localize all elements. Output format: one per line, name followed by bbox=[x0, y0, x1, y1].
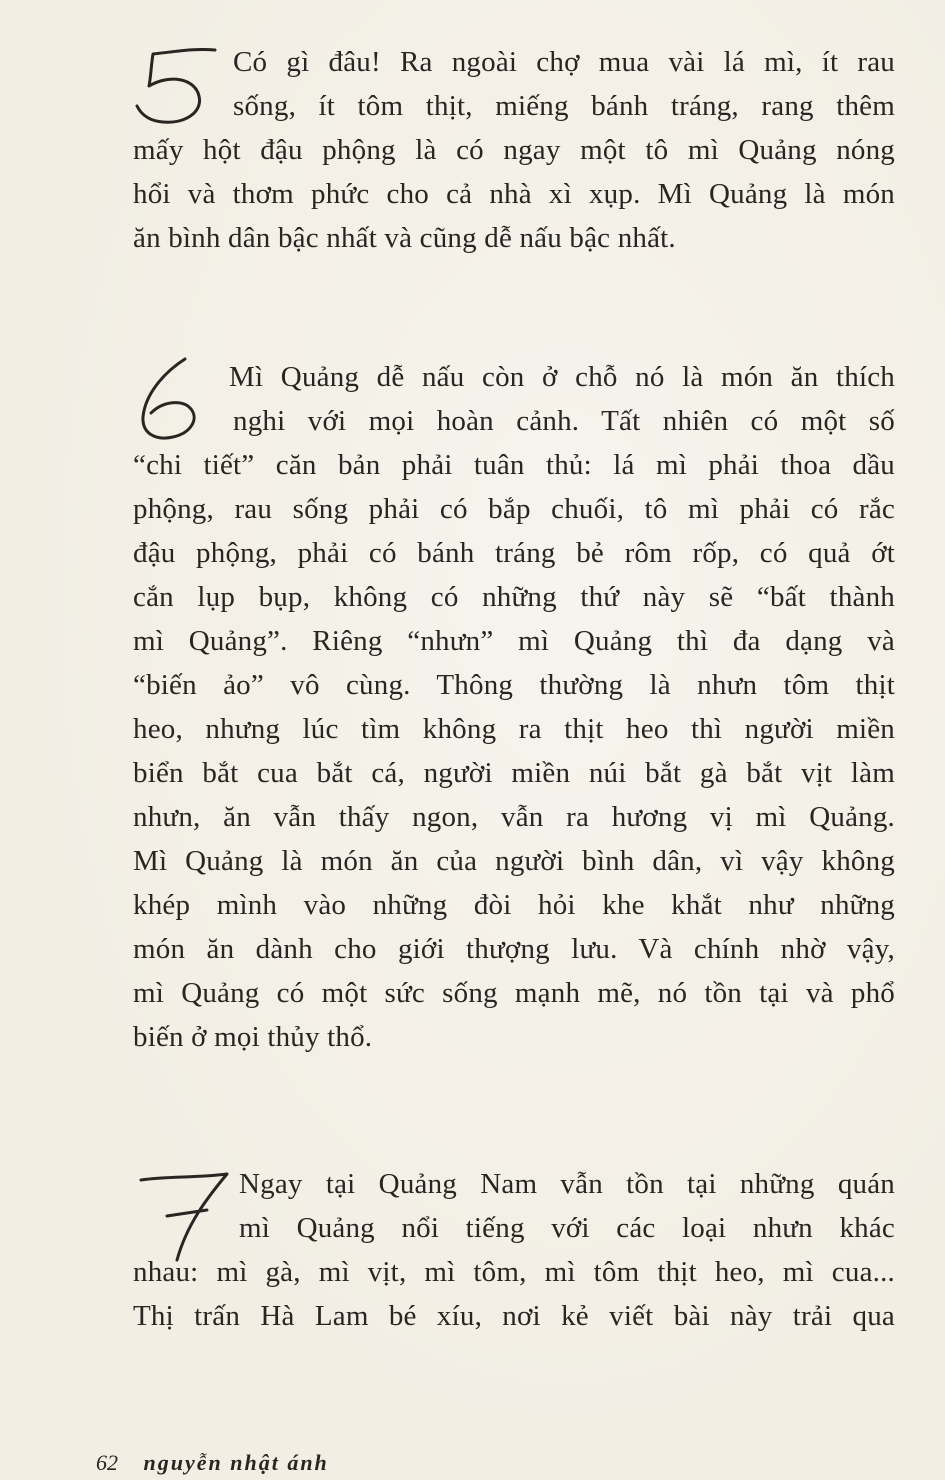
text-line: mì Quảng nổi tiếng với các loại nhưn khác bbox=[239, 1212, 895, 1244]
text-line: Có gì đâu! Ra ngoài chợ mua vài lá mì, ít rau bbox=[233, 46, 895, 78]
text-line: cắn lụp bụp, không có những thứ này sẽ “bất thành bbox=[133, 581, 895, 613]
text-line: biển bắt cua bắt cá, người miền núi bắt gà bắt vịt làm bbox=[133, 757, 895, 789]
text-line: mấy hột đậu phộng là có ngay một tô mì Quảng nóng bbox=[133, 134, 895, 166]
text-line: sống, ít tôm thịt, miếng bánh tráng, rang thêm bbox=[233, 90, 895, 122]
text-line: hổi và thơm phức cho cả nhà xì xụp. Mì Quảng là món bbox=[133, 178, 895, 210]
text-line: món ăn dành cho giới thượng lưu. Và chính nhờ vậy, bbox=[133, 933, 895, 965]
paragraph-5 bbox=[133, 40, 895, 270]
paragraph-6 bbox=[133, 355, 895, 1065]
text-line: Thị trấn Hà Lam bé xíu, nơi kẻ viết bài này trải qua bbox=[133, 1300, 895, 1332]
text-line: mì Quảng có một sức sống mạnh mẽ, nó tồn tại và phổ bbox=[133, 977, 895, 1009]
text-line: nhau: mì gà, mì vịt, mì tôm, mì tôm thịt heo, mì cua... bbox=[133, 1256, 895, 1288]
text-line: nhưn, ăn vẫn thấy ngon, vẫn ra hương vị mì Quảng. bbox=[133, 801, 895, 833]
text-line: Ngay tại Quảng Nam vẫn tồn tại những quán bbox=[239, 1168, 895, 1200]
text-line: Mì Quảng là món ăn của người bình dân, vì vậy không bbox=[133, 845, 895, 877]
drop-numeral-6 bbox=[133, 355, 223, 445]
text-line: biến ở mọi thủy thổ. bbox=[133, 1021, 373, 1053]
text-line: ăn bình dân bậc nhất và cũng dễ nấu bậc nhất. bbox=[133, 222, 676, 254]
text-line: phộng, rau sống phải có bắp chuối, tô mì phải có rắc bbox=[133, 493, 895, 525]
text-line: đậu phộng, phải có bánh tráng bẻ rôm rốp, có quả ớt bbox=[133, 537, 895, 569]
page-number: 62 bbox=[96, 1450, 118, 1475]
paragraph-7 bbox=[133, 1162, 895, 1347]
text-line: Mì Quảng dễ nấu còn ở chỗ nó là món ăn thích bbox=[229, 361, 895, 393]
text-line: heo, nhưng lúc tìm không ra thịt heo thì người miền bbox=[133, 713, 895, 745]
text-line: “chi tiết” căn bản phải tuân thủ: lá mì phải thoa dầu bbox=[133, 449, 895, 481]
page-footer bbox=[96, 1450, 329, 1480]
text-line: “biến ảo” vô cùng. Thông thường là nhưn tôm thịt bbox=[133, 669, 895, 701]
drop-numeral-7 bbox=[137, 1168, 232, 1263]
text-line: nghi với mọi hoàn cảnh. Tất nhiên có một số bbox=[233, 405, 895, 437]
text-line: mì Quảng”. Riêng “nhưn” mì Quảng thì đa dạng và bbox=[133, 625, 895, 657]
author-name: nguyễn nhật ánh bbox=[143, 1450, 329, 1475]
drop-numeral-5 bbox=[133, 44, 223, 129]
text-line: khép mình vào những đòi hỏi khe khắt như những bbox=[133, 889, 895, 921]
